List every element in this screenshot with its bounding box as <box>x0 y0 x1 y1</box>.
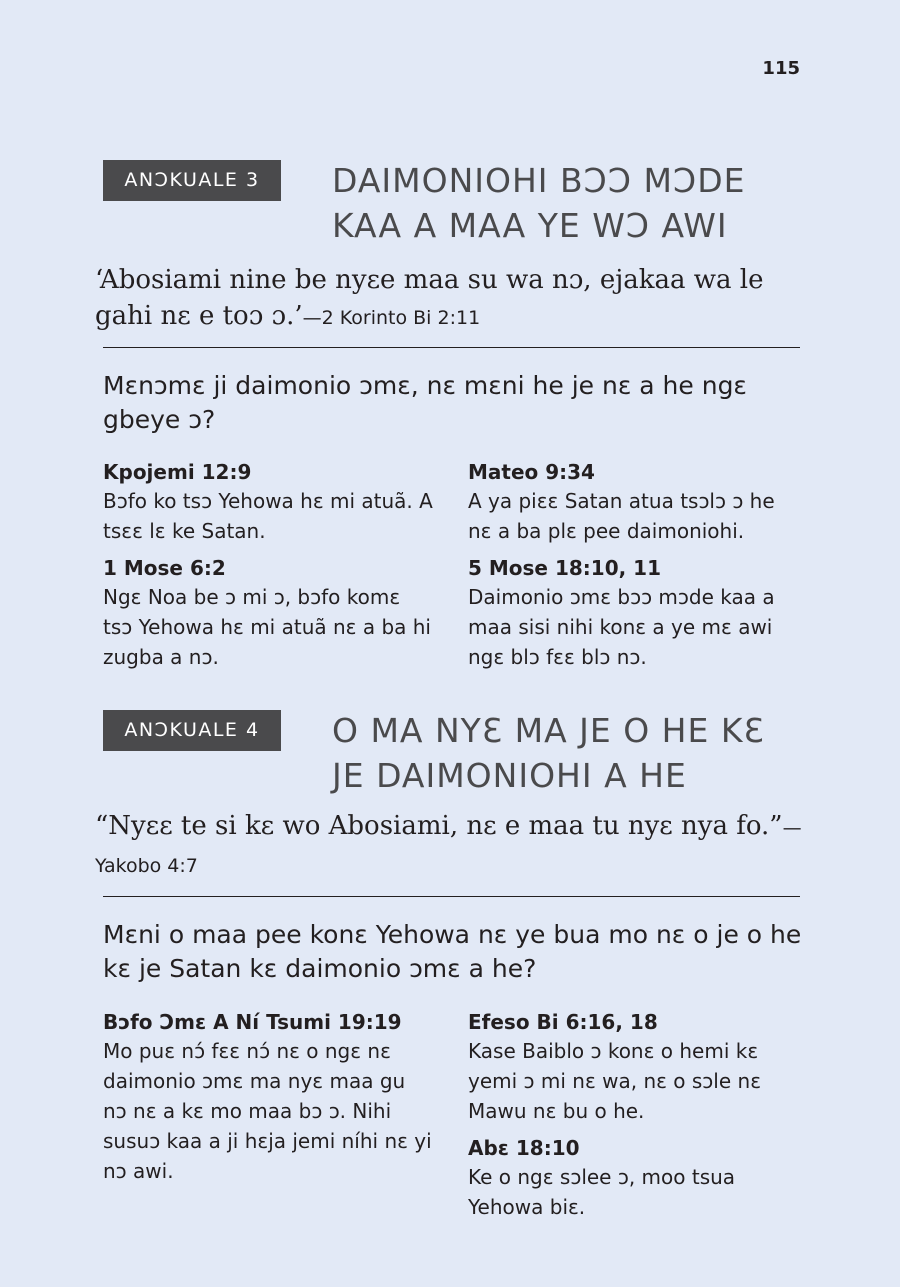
quote-reference: —2 Korinto Bi 2:11 <box>302 307 481 329</box>
scripture-reference: Bɔfo Ɔmɛ A Ní Tsumi 19:19 <box>103 1010 402 1034</box>
scripture-quote <box>95 808 815 884</box>
lesson-header <box>0 708 900 808</box>
quote-text: ‘Abosiami nine be nyɛe maa su wa nɔ, ejakaa wa le gahi nɛ e toɔ ɔ.’ <box>95 265 764 331</box>
lesson-tag: ANƆKUALE 3 <box>103 160 281 201</box>
lesson-title <box>332 708 802 798</box>
lesson-title-line: O MA NYƐ MA JE O HE KƐ <box>332 711 765 750</box>
reference-text: A ya piɛɛ Satan atua tsɔlɔ ɔ he nɛ a ba plɛ pee daimoniohi. <box>468 489 775 543</box>
quote-reference: —Yakobo 4:7 <box>95 817 802 877</box>
reference-text: Bɔfo ko tsɔ Yehowa hɛ mi atuã. A tsɛɛ lɛ ke Satan. <box>103 489 433 543</box>
lesson-4-section <box>0 708 900 1219</box>
lesson-title-line: KAA A MAA YE WƆ AWI <box>332 206 728 245</box>
quote-text: “Nyɛɛ te si kɛ wo Abosiami, nɛ e maa tu nyɛ nya fo.” <box>95 811 783 841</box>
reference-text: Mo puɛ nɔ́ fɛɛ nɔ́ nɛ o ngɛ nɛ daimonio ɔmɛ ma nyɛ maa gu nɔ nɛ a kɛ mo maa bɔ ɔ. Nihi susuɔ kaa a ji hɛja jemi níhi nɛ yi nɔ awi. <box>103 1039 432 1183</box>
lesson-tag: ANƆKUALE 4 <box>103 710 281 751</box>
reference-text: Ngɛ Noa be ɔ mi ɔ, bɔfo komɛ tsɔ Yehowa hɛ mi atuã nɛ a ba hi zugba a nɔ. <box>103 585 431 669</box>
divider <box>103 896 800 897</box>
scripture-reference: 1 Mose 6:2 <box>103 556 226 580</box>
reference-text: Ke o ngɛ sɔlee ɔ, moo tsua Yehowa biɛ. <box>468 1165 736 1219</box>
lesson-title-line: DAIMONIOHI BƆƆ MƆDE <box>332 161 746 200</box>
scripture-reference: Kpojemi 12:9 <box>103 460 252 484</box>
study-question: Mɛni o maa pee konɛ Yehowa nɛ ye bua mo nɛ o je o he kɛ je Satan kɛ daimonio ɔmɛ a he? <box>103 920 802 983</box>
references-left-column <box>103 1008 433 1194</box>
study-question: Mɛnɔmɛ ji daimonio ɔmɛ, nɛ mɛni he je nɛ a he ngɛ gbeye ɔ? <box>103 371 747 434</box>
reference-text: Kase Baiblo ɔ konɛ o hemi kɛ yemi ɔ mi nɛ wa, nɛ o sɔle nɛ Mawu nɛ bu o he. <box>468 1039 761 1123</box>
lesson-title-line: JE DAIMONIOHI A HE <box>332 756 687 795</box>
scripture-reference: Abɛ 18:10 <box>468 1136 580 1160</box>
lesson-header <box>0 158 900 258</box>
scripture-reference: 5 Mose 18:10, 11 <box>468 556 662 580</box>
page-number: 115 <box>762 58 800 79</box>
reference-text: Daimonio ɔmɛ bɔɔ mɔde kaa a maa sisi nihi konɛ a ye mɛ awi ngɛ blɔ fɛɛ blɔ nɔ. <box>468 585 775 669</box>
scripture-quote <box>95 262 815 336</box>
scripture-reference: Mateo 9:34 <box>468 460 595 484</box>
scripture-reference: Efeso Bi 6:16, 18 <box>468 1010 658 1034</box>
references-right-column <box>468 1008 798 1230</box>
references-right-column <box>468 458 798 680</box>
lesson-title <box>332 158 802 248</box>
divider <box>103 347 800 348</box>
lesson-3-section <box>0 158 900 669</box>
references-left-column <box>103 458 433 680</box>
